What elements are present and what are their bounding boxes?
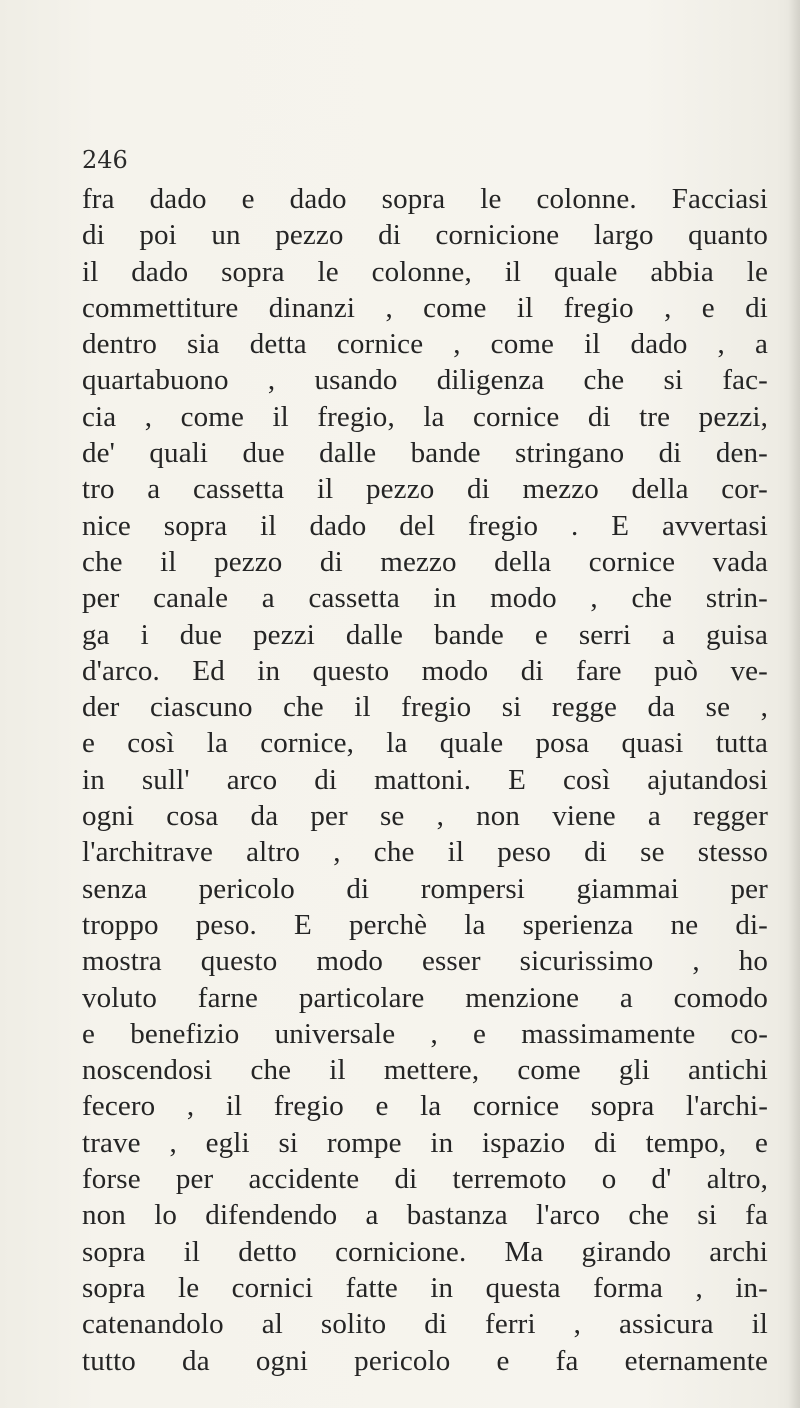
text-line: nice sopra il dado del fregio . E avvertasi [82, 509, 768, 542]
text-line: l'architrave altro , che il peso di se stesso [82, 836, 768, 869]
text-line: ogni cosa da per se , non viene a regger [82, 800, 768, 833]
body-text [82, 181, 768, 1379]
page-edge-shadow [788, 0, 800, 1408]
text-line: cia , come il fregio, la cornice di tre pezzi, [82, 400, 768, 433]
text-line: sopra le cornici fatte in questa forma , in- [82, 1271, 768, 1304]
text-line: il dado sopra le colonne, il quale abbia le [82, 255, 768, 288]
text-line: quartabuono , usando diligenza che si fac- [82, 364, 768, 397]
text-line: der ciascuno che il fregio si regge da se , [82, 691, 768, 724]
text-line: di poi un pezzo di cornicione largo quanto [82, 219, 768, 252]
text-line: fra dado e dado sopra le colonne. Facciasi [82, 183, 768, 215]
text-line: d'arco. Ed in questo modo di fare può ve- [82, 654, 768, 687]
text-line: voluto farne particolare menzione a comodo [82, 981, 768, 1014]
text-line: non lo difendendo a bastanza l'arco che si fa [82, 1199, 768, 1232]
text-line: dentro sia detta cornice , come il dado , a [82, 328, 768, 361]
text-line: noscendosi che il mettere, come gli antichi [82, 1054, 768, 1087]
text-line: ga i due pezzi dalle bande e serri a guisa [82, 618, 768, 651]
text-line: per canale a cassetta in modo , che strin- [82, 582, 768, 615]
page-number: 246 [82, 146, 128, 174]
text-line: mostra questo modo esser sicurissimo , ho [82, 945, 768, 978]
text-line: de' quali due dalle bande stringano di den- [82, 437, 768, 470]
text-line: fecero , il fregio e la cornice sopra l'archi- [82, 1090, 768, 1123]
text-line: e così la cornice, la quale posa quasi tutta [82, 727, 768, 760]
text-line: catenandolo al solito di ferri , assicura il [82, 1308, 768, 1341]
text-line: troppo peso. E perchè la sperienza ne di- [82, 908, 768, 941]
text-line: che il pezzo di mezzo della cornice vada [82, 545, 768, 578]
text-line: trave , egli si rompe in ispazio di tempo, e [82, 1126, 768, 1159]
text-line: tutto da ogni pericolo e fa eternamente [82, 1344, 768, 1377]
text-line: senza pericolo di rompersi giammai per [82, 872, 768, 905]
text-line: in sull' arco di mattoni. E così ajutandosi [82, 763, 768, 796]
text-line: e benefizio universale , e massimamente co- [82, 1017, 768, 1050]
text-line: forse per accidente di terremoto o d' altro, [82, 1163, 768, 1196]
text-line: sopra il detto cornicione. Ma girando archi [82, 1235, 768, 1268]
text-line: tro a cassetta il pezzo di mezzo della cor- [82, 473, 768, 506]
text-line: commettiture dinanzi , come il fregio , e di [82, 291, 768, 324]
